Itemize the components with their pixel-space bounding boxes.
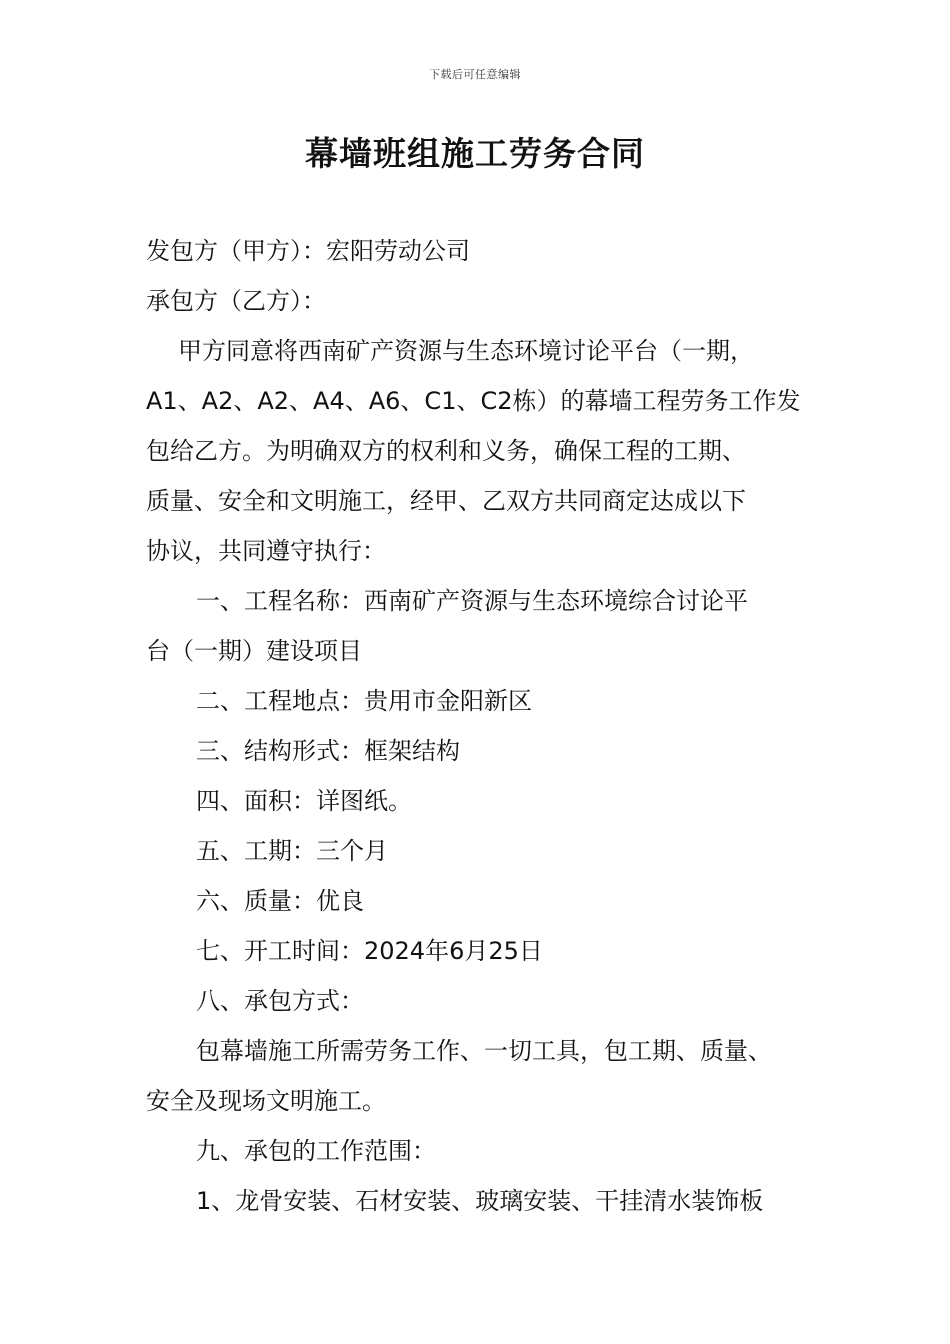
clause-project-name: 一、工程名称：西南矿产资源与生态环境综合讨论平 bbox=[196, 587, 748, 615]
clause-quality: 六、质量：优良 bbox=[196, 887, 364, 915]
header-note: 下载后可任意编辑 bbox=[429, 68, 521, 81]
clause-duration: 五、工期：三个月 bbox=[196, 837, 388, 865]
contract-mode-detail: 包幕墙施工所需劳务工作、一切工具，包工期、质量、 bbox=[196, 1037, 772, 1065]
scope-item-1: 1、龙骨安装、石材安装、玻璃安装、干挂清水装饰板 bbox=[196, 1187, 764, 1215]
intro-paragraph-line: 甲方同意将西南矿产资源与生态环境讨论平台（一期， bbox=[178, 337, 754, 365]
clause-structure: 三、结构形式：框架结构 bbox=[196, 737, 460, 765]
intro-paragraph-line: 包给乙方。为明确双方的权利和义务，确保工程的工期、 bbox=[146, 437, 746, 465]
intro-paragraph-line: A1、A2、A2、A4、A6、C1、C2栋）的幕墙工程劳务工作发 bbox=[146, 387, 801, 415]
party-b-line: 承包方（乙方）： bbox=[146, 287, 326, 315]
contract-mode-detail-cont: 安全及现场文明施工。 bbox=[146, 1087, 386, 1115]
party-a-line: 发包方（甲方）：宏阳劳动公司 bbox=[146, 237, 470, 265]
clause-contract-mode: 八、承包方式： bbox=[196, 987, 364, 1015]
clause-scope: 九、承包的工作范围： bbox=[196, 1137, 436, 1165]
clause-start-date: 七、开工时间：2024年6月25日 bbox=[196, 937, 543, 965]
clause-project-name-cont: 台（一期）建设项目 bbox=[146, 637, 362, 665]
clause-location: 二、工程地点：贵用市金阳新区 bbox=[196, 687, 532, 715]
clause-area: 四、面积：详图纸。 bbox=[196, 787, 412, 815]
contract-title: 幕墙班组施工劳务合同 bbox=[305, 134, 645, 173]
contract-body bbox=[146, 226, 816, 1226]
intro-paragraph-line: 质量、安全和文明施工，经甲、乙双方共同商定达成以下 bbox=[146, 487, 746, 515]
intro-paragraph-line: 协议，共同遵守执行： bbox=[146, 537, 386, 565]
